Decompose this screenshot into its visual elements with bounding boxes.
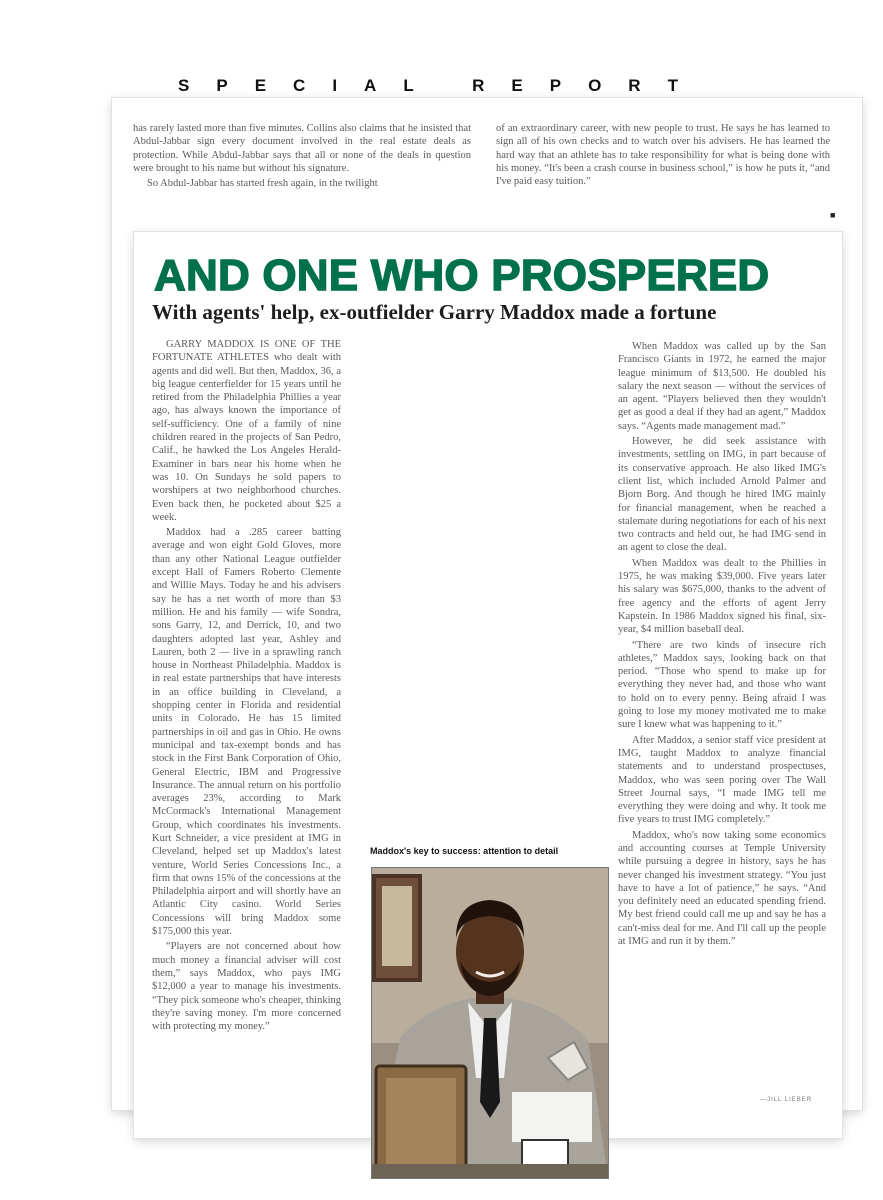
end-of-story-mark: ■	[830, 210, 836, 220]
paragraph: When Maddox was called up by the San Francisco Giants in 1972, he earned the major league minimum of $13,500. He doubled his salary the next season — without the services of an agent. “Players believed then they wouldn't get as good a deal if they had an agent,” Maddox says. “Agents made management mad.”	[618, 341, 826, 432]
article-byline: —JILL LIEBER	[760, 1097, 813, 1103]
article-headline: AND ONE WHO PROSPERED	[154, 251, 770, 300]
desk-papers	[512, 1092, 592, 1142]
prior-story-col-left	[133, 122, 471, 192]
paragraph: Maddox had a .285 career batting average and won eight Gold Gloves, more than any other National League outfielder except Hall of Famers Roberto Clemente and Willie Mays. Today he and his advisers say he has a net worth of more than $3 million. He and his family — wife Sondra, sons Garry, 12, and Derrick, 10, and two daughters adopted last year, Ashley and Lauren, both 2 — live in a sprawling ranch house in Northeast Philadelphia. Maddox is in real estate partnerships that have interests in an office building in Cleveland, a shopping center in Florida and residential units in Colorado. He has 15 limited partnerships in oil and gas in Ohio. He owns municipal and tax-exempt bonds and has stock in the First Bank Corporation of Ohio, General Electric, IBM and Progressive Insurance. The annual return on his portfolio averages 23%, according to Mark McCormack's International Management Group, which coordinates his investments. Kurt Schneider, a vice president at IMG in Cleveland, helped set up Maddox's latest venture, World Series Concessions Inc., a firm that owns 15% of the concessions at the Philadelphia airport and will shortly have an Atlantic City casino. World Series Concessions will bring Maddox some $175,000 this year.	[152, 527, 341, 938]
wall-frame-inner	[382, 886, 412, 966]
prior-story-col-right	[496, 122, 830, 190]
paragraph: However, he did seek assistance with investments, settling on IMG, in part because of its conservative approach. He also liked IMG's client list, which included Arnold Palmer and Bjorn Borg. And though he hired IMG mainly for financial management, when he reached a stalemate during negotiations for each of his next two contracts and held out, he had IMG send in an agent to close the deal.	[618, 436, 826, 554]
photo-caption: Maddox's key to success: attention to detail	[370, 846, 559, 856]
portrait-photo-illustration	[372, 868, 608, 1178]
paragraph: of an extraordinary career, with new people to trust. He says he has learned to sign all of his own checks and to watch over his advisers. He has learned the hard way that an athlete has to take responsibility for what is being done with his money. “It's been a crash course in business school,” is how he puts it, “and I've paid easy tuition.”	[496, 123, 830, 188]
article-deck: With agents' help, ex-outfielder Garry Maddox made a fortune	[152, 300, 717, 324]
section-kicker: SPECIAL REPORT	[178, 76, 705, 95]
paragraph: So Abdul-Jabbar has started fresh again, in the twilight	[147, 178, 378, 190]
paragraph: When Maddox was dealt to the Phillies in 1975, he was making $39,000. Five years later his salary was $675,000, thanks to the advent of free agency and the efforts of agent Jerry Kapstein. In 1986 Maddox signed his final, six-year, $4 million baseball deal.	[618, 557, 826, 636]
paragraph: After Maddox, a senior staff vice president at IMG, taught Maddox to analyze financial statements and to understand prospectuses, Maddox, who was seen poring over The Wall Street Journal says, “I made IMG tell me everything they were doing and why. It took me five years to trust IMG completely.”	[618, 734, 826, 826]
radio-speaker-grille	[386, 1078, 456, 1168]
desk-surface	[372, 1164, 608, 1178]
portrait-photo	[372, 868, 608, 1178]
paragraph: “There are two kinds of insecure rich athletes,” Maddox says, looking back on that period. “Those who spend to make up for everything they never had, and those who want to hold on to every penny. Being afraid I was going to lose my money motivated me to make sure I knew what was happening to it.”	[618, 639, 826, 731]
paragraph: “Players are not concerned about how much money a financial adviser will cost them,” says Maddox, who pays IMG $12,000 a year to manage his investments. “They pick someone who's cheaper, thinking they're saving money. I'm more concerned with protecting my money.”	[152, 941, 341, 1033]
paragraph: GARRY MADDOX IS ONE OF THE FORTUNATE ATHLETES who dealt with agents and did well. But then, Maddox, 36, a big league centerfielder for 15 years until he retired from the Philadelphia Phillies a year ago, has always known the importance of self-sufficiency. One of a family of nine children reared in the projects of San Pedro, Calif., he hawked the Los Angeles Herald-Examiner in bars near his home when he was 10. On Sundays he sold papers to worshipers at two neighborhood churches. Even back then, he pocketed about $25 a week.	[152, 339, 341, 523]
paragraph: has rarely lasted more than five minutes. Collins also claims that he insisted that Abdul-Jabbar sign every document involved in the real estate deals as protection. While Abdul-Jabbar says that all or none of the deals in question were brought to his name but without his signature.	[133, 123, 471, 174]
paragraph: Maddox, who's now taking some economics and accounting courses at Temple University while pursuing a degree in history, says he has never changed his investment strategy. “You just have to have a lot of patience,” he says. “And you definitely need an educated spending friend. My best friend could call me up and say he has a can't-miss deal for me. And I'll call up the people at IMG and run it by them.”	[618, 829, 826, 948]
